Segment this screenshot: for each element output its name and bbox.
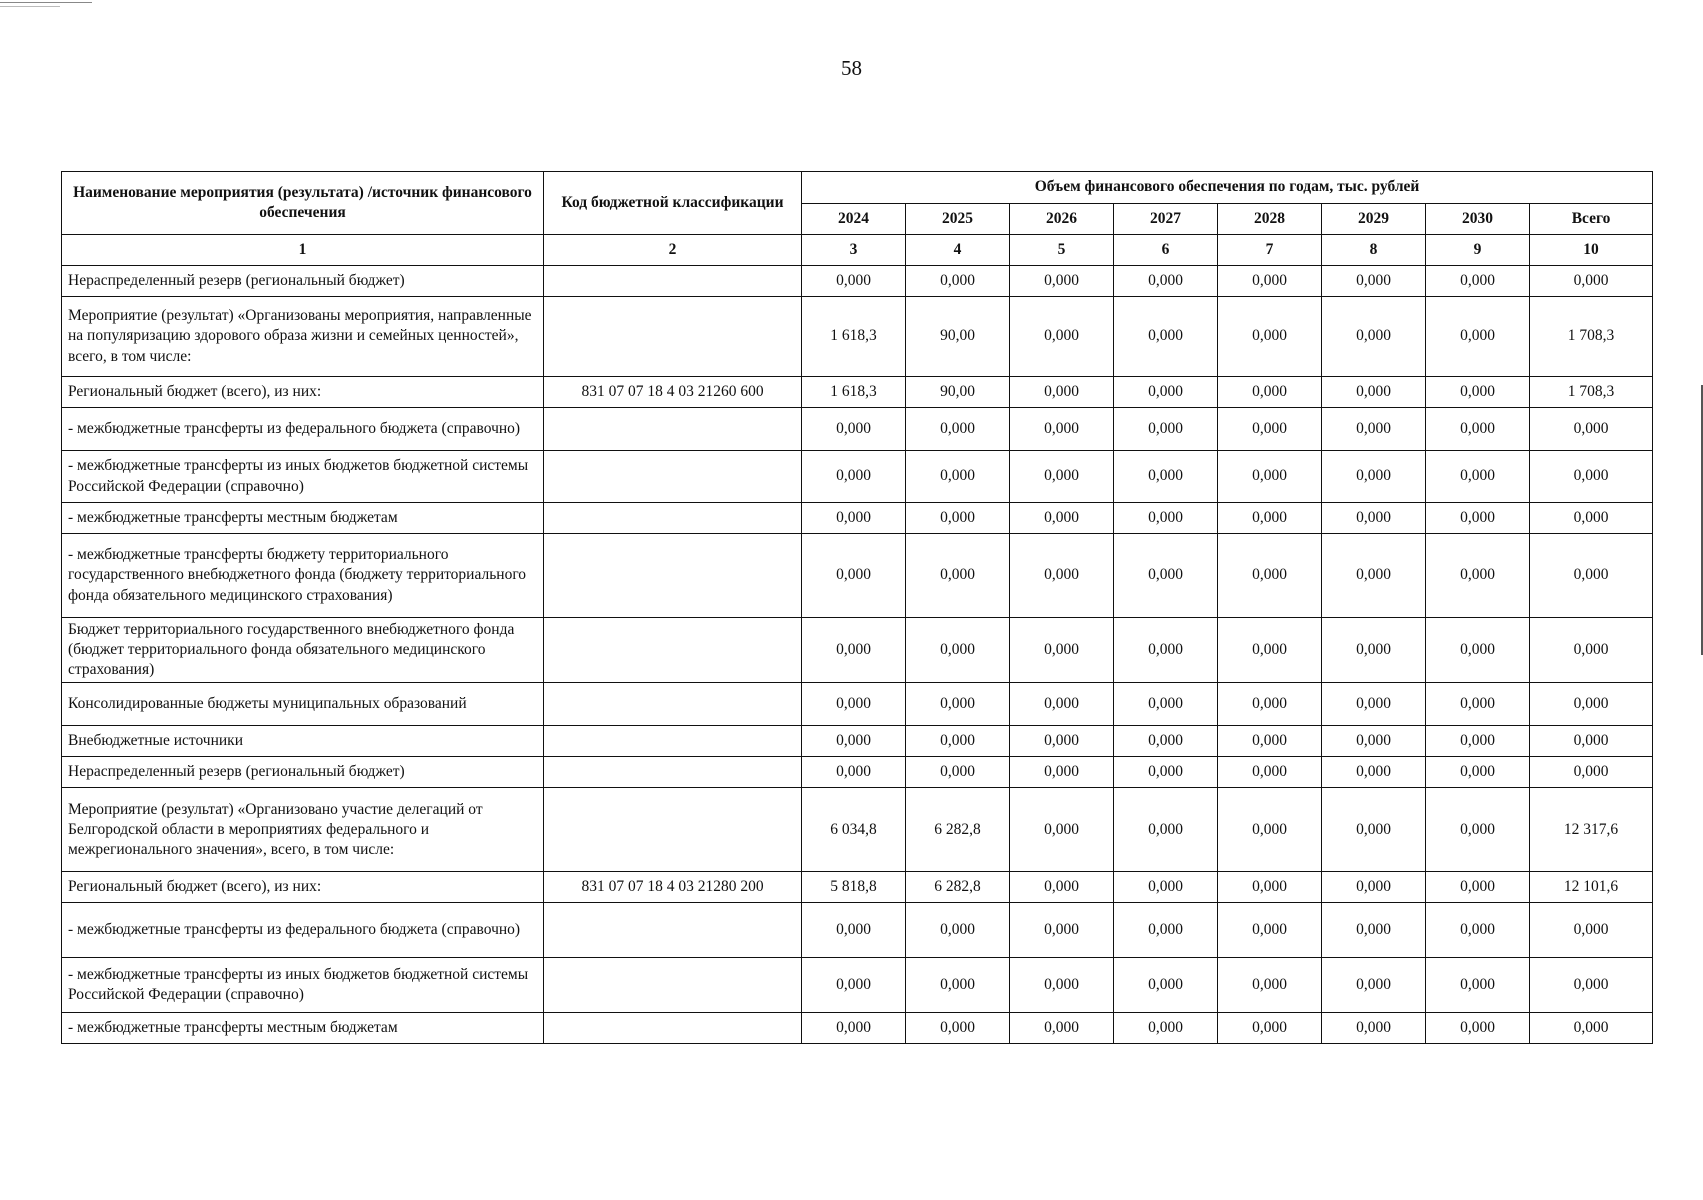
row-year-value: 0,000 bbox=[1114, 377, 1218, 408]
column-number: 1 bbox=[62, 235, 544, 266]
column-number: 4 bbox=[906, 235, 1010, 266]
table-row bbox=[62, 683, 1653, 726]
table-row bbox=[62, 297, 1653, 377]
table-row bbox=[62, 872, 1653, 903]
row-name: Мероприятие (результат) «Организованы мероприятия, направленные на популяризацию здорового образа жизни и семейных ценностей», всего, в том числе: bbox=[62, 297, 544, 377]
row-code bbox=[544, 503, 802, 534]
row-total-value: 0,000 bbox=[1530, 1013, 1653, 1044]
row-year-value: 0,000 bbox=[906, 266, 1010, 297]
row-year-value: 0,000 bbox=[906, 903, 1010, 958]
row-year-value: 0,000 bbox=[1322, 903, 1426, 958]
row-code bbox=[544, 1013, 802, 1044]
header-year: 2028 bbox=[1218, 203, 1322, 235]
row-year-value: 0,000 bbox=[1218, 534, 1322, 618]
row-year-value: 0,000 bbox=[802, 683, 906, 726]
row-year-value: 0,000 bbox=[1426, 683, 1530, 726]
row-total-value: 1 708,3 bbox=[1530, 377, 1653, 408]
row-year-value: 0,000 bbox=[802, 757, 906, 788]
row-year-value: 0,000 bbox=[1426, 377, 1530, 408]
table-row bbox=[62, 534, 1653, 618]
row-year-value: 0,000 bbox=[1218, 757, 1322, 788]
table-row bbox=[62, 408, 1653, 451]
row-year-value: 90,00 bbox=[906, 377, 1010, 408]
row-total-value: 0,000 bbox=[1530, 757, 1653, 788]
row-code bbox=[544, 297, 802, 377]
row-total-value: 12 101,6 bbox=[1530, 872, 1653, 903]
header-year: 2024 bbox=[802, 203, 906, 235]
row-year-value: 0,000 bbox=[1322, 726, 1426, 757]
table-row bbox=[62, 377, 1653, 408]
row-year-value: 0,000 bbox=[1322, 503, 1426, 534]
row-code bbox=[544, 266, 802, 297]
row-year-value: 0,000 bbox=[1010, 757, 1114, 788]
row-year-value: 0,000 bbox=[1114, 903, 1218, 958]
row-name: Нераспределенный резерв (региональный бюджет) bbox=[62, 757, 544, 788]
row-year-value: 0,000 bbox=[1114, 408, 1218, 451]
row-year-value: 0,000 bbox=[1322, 266, 1426, 297]
row-total-value: 0,000 bbox=[1530, 958, 1653, 1013]
row-year-value: 0,000 bbox=[1114, 958, 1218, 1013]
header-year: 2027 bbox=[1114, 203, 1218, 235]
row-name: Региональный бюджет (всего), из них: bbox=[62, 377, 544, 408]
row-year-value: 0,000 bbox=[802, 503, 906, 534]
row-year-value: 0,000 bbox=[1114, 757, 1218, 788]
row-total-value: 0,000 bbox=[1530, 266, 1653, 297]
row-code bbox=[544, 726, 802, 757]
scan-artifact-line bbox=[0, 6, 60, 7]
row-year-value: 0,000 bbox=[1322, 618, 1426, 683]
row-year-value: 0,000 bbox=[1218, 903, 1322, 958]
row-name: - межбюджетные трансферты из иных бюджетов бюджетной системы Российской Федерации (справочно) bbox=[62, 451, 544, 503]
row-code bbox=[544, 534, 802, 618]
header-name: Наименование мероприятия (результата) /источник финансового обеспечения bbox=[62, 172, 544, 235]
row-year-value: 0,000 bbox=[1426, 1013, 1530, 1044]
table-row bbox=[62, 726, 1653, 757]
row-code bbox=[544, 757, 802, 788]
row-year-value: 0,000 bbox=[1010, 788, 1114, 872]
row-code bbox=[544, 788, 802, 872]
row-year-value: 0,000 bbox=[1114, 872, 1218, 903]
table-row bbox=[62, 903, 1653, 958]
row-total-value: 0,000 bbox=[1530, 408, 1653, 451]
row-name: - межбюджетные трансферты бюджету территориального государственного внебюджетного фонда (бюджету территориального фонда обязательного медицинского страхования) bbox=[62, 534, 544, 618]
row-year-value: 0,000 bbox=[906, 757, 1010, 788]
row-total-value: 0,000 bbox=[1530, 903, 1653, 958]
column-number: 3 bbox=[802, 235, 906, 266]
header-code: Код бюджетной классификации bbox=[544, 172, 802, 235]
row-name: Консолидированные бюджеты муниципальных образований bbox=[62, 683, 544, 726]
row-year-value: 0,000 bbox=[906, 408, 1010, 451]
row-year-value: 0,000 bbox=[1426, 451, 1530, 503]
row-total-value: 0,000 bbox=[1530, 534, 1653, 618]
row-year-value: 0,000 bbox=[802, 903, 906, 958]
row-year-value: 0,000 bbox=[1114, 618, 1218, 683]
row-year-value: 0,000 bbox=[1010, 903, 1114, 958]
row-year-value: 0,000 bbox=[1114, 683, 1218, 726]
table-row bbox=[62, 618, 1653, 683]
row-year-value: 0,000 bbox=[802, 958, 906, 1013]
row-year-value: 0,000 bbox=[1322, 534, 1426, 618]
row-name: - межбюджетные трансферты из федерального бюджета (справочно) bbox=[62, 903, 544, 958]
row-total-value: 12 317,6 bbox=[1530, 788, 1653, 872]
page-number: 58 bbox=[841, 56, 862, 80]
row-year-value: 0,000 bbox=[1010, 266, 1114, 297]
row-year-value: 0,000 bbox=[1218, 726, 1322, 757]
row-year-value: 0,000 bbox=[1426, 534, 1530, 618]
row-year-value: 0,000 bbox=[1114, 297, 1218, 377]
row-year-value: 0,000 bbox=[1426, 408, 1530, 451]
column-number-row bbox=[62, 235, 1653, 266]
row-year-value: 0,000 bbox=[906, 451, 1010, 503]
row-name: Внебюджетные источники bbox=[62, 726, 544, 757]
row-year-value: 0,000 bbox=[1426, 903, 1530, 958]
row-year-value: 0,000 bbox=[1218, 297, 1322, 377]
column-number: 8 bbox=[1322, 235, 1426, 266]
row-year-value: 0,000 bbox=[802, 1013, 906, 1044]
row-year-value: 0,000 bbox=[1114, 266, 1218, 297]
row-year-value: 0,000 bbox=[1114, 503, 1218, 534]
row-name: Бюджет территориального государственного внебюджетного фонда (бюджет территориального фонда обязательного медицинского страхования) bbox=[62, 618, 544, 683]
row-name: Мероприятие (результат) «Организовано участие делегаций от Белгородской области в мероприятиях федерального и межрегионального значения», всего, в том числе: bbox=[62, 788, 544, 872]
row-year-value: 0,000 bbox=[906, 534, 1010, 618]
budget-table bbox=[61, 171, 1653, 1044]
row-year-value: 1 618,3 bbox=[802, 377, 906, 408]
column-number: 9 bbox=[1426, 235, 1530, 266]
row-year-value: 1 618,3 bbox=[802, 297, 906, 377]
header-year: 2030 bbox=[1426, 203, 1530, 235]
row-name: Региональный бюджет (всего), из них: bbox=[62, 872, 544, 903]
column-number: 2 bbox=[544, 235, 802, 266]
row-year-value: 0,000 bbox=[1426, 266, 1530, 297]
row-year-value: 0,000 bbox=[1010, 618, 1114, 683]
row-year-value: 0,000 bbox=[1218, 958, 1322, 1013]
row-year-value: 0,000 bbox=[1322, 788, 1426, 872]
row-year-value: 0,000 bbox=[906, 683, 1010, 726]
row-year-value: 0,000 bbox=[1010, 503, 1114, 534]
row-year-value: 0,000 bbox=[1218, 377, 1322, 408]
table-row bbox=[62, 757, 1653, 788]
row-year-value: 6 034,8 bbox=[802, 788, 906, 872]
row-year-value: 0,000 bbox=[802, 726, 906, 757]
row-year-value: 0,000 bbox=[1114, 534, 1218, 618]
row-name: Нераспределенный резерв (региональный бюджет) bbox=[62, 266, 544, 297]
row-year-value: 0,000 bbox=[1010, 297, 1114, 377]
column-number: 10 bbox=[1530, 235, 1653, 266]
row-code bbox=[544, 958, 802, 1013]
row-year-value: 0,000 bbox=[1218, 266, 1322, 297]
column-number: 6 bbox=[1114, 235, 1218, 266]
column-number: 7 bbox=[1218, 235, 1322, 266]
row-year-value: 0,000 bbox=[1322, 297, 1426, 377]
row-total-value: 0,000 bbox=[1530, 451, 1653, 503]
row-name: - межбюджетные трансферты местным бюджетам bbox=[62, 503, 544, 534]
row-year-value: 0,000 bbox=[1010, 534, 1114, 618]
row-code bbox=[544, 903, 802, 958]
row-year-value: 0,000 bbox=[1010, 958, 1114, 1013]
row-year-value: 0,000 bbox=[802, 266, 906, 297]
row-year-value: 0,000 bbox=[1218, 788, 1322, 872]
header-total: Всего bbox=[1530, 203, 1653, 235]
row-year-value: 0,000 bbox=[1010, 1013, 1114, 1044]
row-year-value: 0,000 bbox=[1114, 788, 1218, 872]
row-year-value: 0,000 bbox=[1322, 683, 1426, 726]
row-year-value: 0,000 bbox=[1218, 503, 1322, 534]
row-total-value: 0,000 bbox=[1530, 683, 1653, 726]
row-year-value: 0,000 bbox=[1426, 958, 1530, 1013]
row-name: - межбюджетные трансферты из иных бюджетов бюджетной системы Российской Федерации (справочно) bbox=[62, 958, 544, 1013]
row-year-value: 0,000 bbox=[906, 958, 1010, 1013]
row-name: - межбюджетные трансферты из федерального бюджета (справочно) bbox=[62, 408, 544, 451]
row-code bbox=[544, 683, 802, 726]
row-year-value: 0,000 bbox=[1322, 408, 1426, 451]
row-year-value: 0,000 bbox=[1322, 872, 1426, 903]
table-row bbox=[62, 788, 1653, 872]
row-year-value: 90,00 bbox=[906, 297, 1010, 377]
header-year: 2025 bbox=[906, 203, 1010, 235]
header-year: 2026 bbox=[1010, 203, 1114, 235]
row-year-value: 6 282,8 bbox=[906, 872, 1010, 903]
row-code: 831 07 07 18 4 03 21260 600 bbox=[544, 377, 802, 408]
row-year-value: 0,000 bbox=[906, 503, 1010, 534]
row-year-value: 0,000 bbox=[1218, 618, 1322, 683]
row-year-value: 0,000 bbox=[1426, 757, 1530, 788]
row-year-value: 0,000 bbox=[1322, 377, 1426, 408]
header-row bbox=[62, 172, 1653, 204]
row-year-value: 0,000 bbox=[906, 726, 1010, 757]
table-row bbox=[62, 958, 1653, 1013]
row-year-value: 0,000 bbox=[1010, 872, 1114, 903]
header-volume: Объем финансового обеспечения по годам, тыс. рублей bbox=[802, 172, 1653, 204]
row-total-value: 0,000 bbox=[1530, 618, 1653, 683]
row-total-value: 1 708,3 bbox=[1530, 297, 1653, 377]
row-year-value: 0,000 bbox=[1426, 618, 1530, 683]
row-year-value: 0,000 bbox=[906, 618, 1010, 683]
row-year-value: 0,000 bbox=[1322, 1013, 1426, 1044]
table-body bbox=[62, 266, 1653, 1044]
row-year-value: 0,000 bbox=[802, 618, 906, 683]
row-year-value: 0,000 bbox=[802, 534, 906, 618]
row-year-value: 0,000 bbox=[1114, 726, 1218, 757]
row-year-value: 0,000 bbox=[1218, 872, 1322, 903]
row-year-value: 0,000 bbox=[1010, 408, 1114, 451]
column-number: 5 bbox=[1010, 235, 1114, 266]
row-year-value: 0,000 bbox=[1218, 408, 1322, 451]
row-year-value: 0,000 bbox=[1426, 788, 1530, 872]
row-year-value: 0,000 bbox=[906, 1013, 1010, 1044]
row-code: 831 07 07 18 4 03 21280 200 bbox=[544, 872, 802, 903]
row-code bbox=[544, 408, 802, 451]
row-year-value: 0,000 bbox=[1218, 1013, 1322, 1044]
row-year-value: 0,000 bbox=[1218, 683, 1322, 726]
row-total-value: 0,000 bbox=[1530, 726, 1653, 757]
table-row bbox=[62, 503, 1653, 534]
row-year-value: 0,000 bbox=[1322, 958, 1426, 1013]
row-year-value: 0,000 bbox=[1218, 451, 1322, 503]
row-year-value: 0,000 bbox=[1114, 451, 1218, 503]
row-year-value: 0,000 bbox=[1426, 297, 1530, 377]
row-year-value: 0,000 bbox=[1010, 377, 1114, 408]
row-year-value: 0,000 bbox=[1322, 757, 1426, 788]
table-header bbox=[62, 172, 1653, 266]
row-year-value: 0,000 bbox=[1010, 726, 1114, 757]
row-year-value: 0,000 bbox=[1426, 726, 1530, 757]
row-code bbox=[544, 618, 802, 683]
row-name: - межбюджетные трансферты местным бюджетам bbox=[62, 1013, 544, 1044]
row-code bbox=[544, 451, 802, 503]
table-row bbox=[62, 266, 1653, 297]
table-row bbox=[62, 1013, 1653, 1044]
row-year-value: 0,000 bbox=[1426, 503, 1530, 534]
row-year-value: 0,000 bbox=[1010, 451, 1114, 503]
row-year-value: 5 818,8 bbox=[802, 872, 906, 903]
row-year-value: 0,000 bbox=[1322, 451, 1426, 503]
row-year-value: 6 282,8 bbox=[906, 788, 1010, 872]
scan-artifact-line bbox=[0, 2, 92, 3]
row-total-value: 0,000 bbox=[1530, 503, 1653, 534]
row-year-value: 0,000 bbox=[802, 451, 906, 503]
table-row bbox=[62, 451, 1653, 503]
row-year-value: 0,000 bbox=[1010, 683, 1114, 726]
row-year-value: 0,000 bbox=[1426, 872, 1530, 903]
row-year-value: 0,000 bbox=[802, 408, 906, 451]
header-year: 2029 bbox=[1322, 203, 1426, 235]
row-year-value: 0,000 bbox=[1114, 1013, 1218, 1044]
